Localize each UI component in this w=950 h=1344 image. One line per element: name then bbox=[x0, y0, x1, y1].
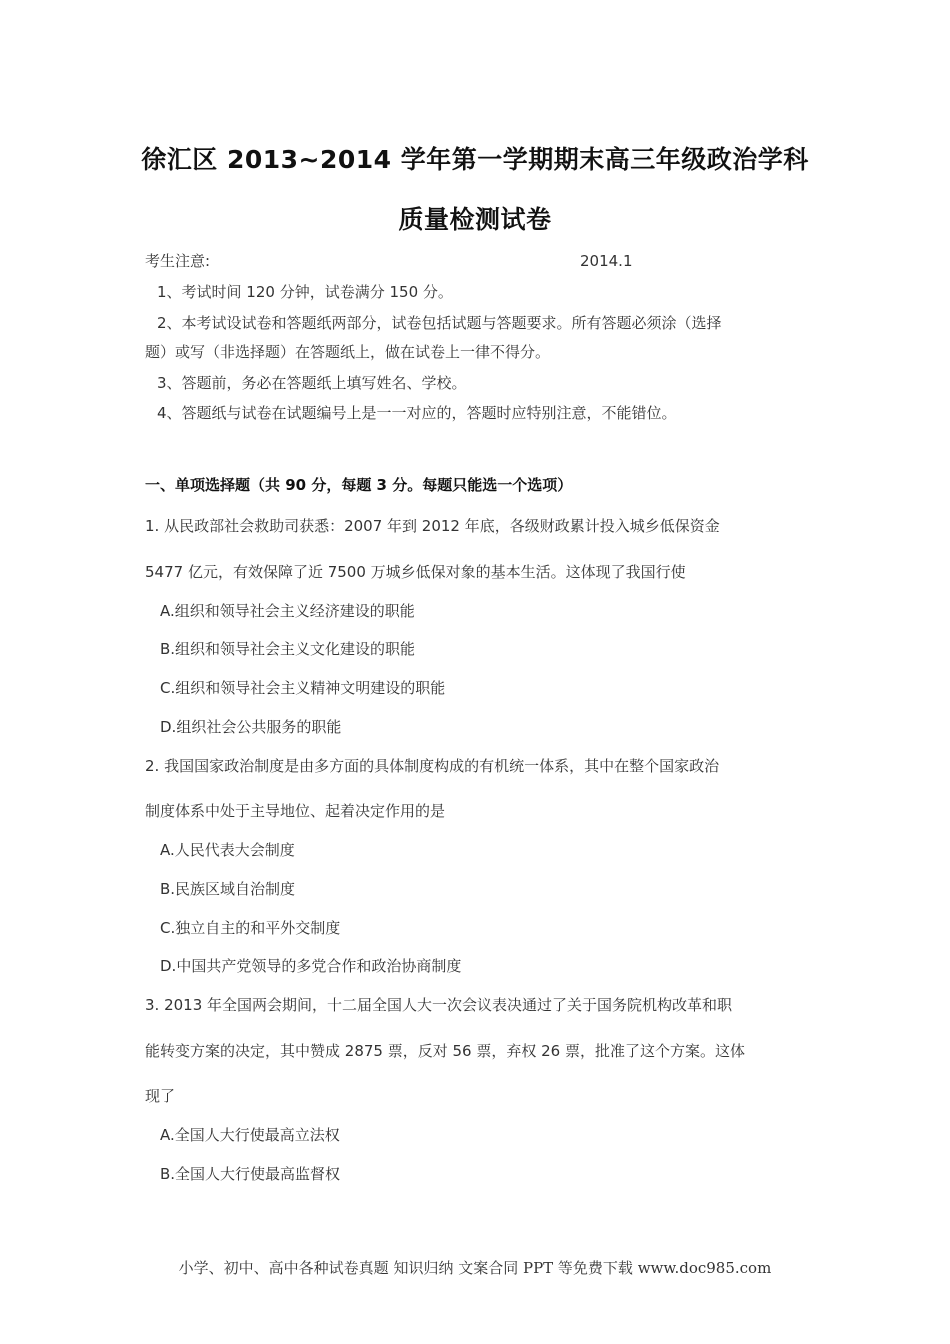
notice-item: 题）或写（非选择题）在答题纸上，做在试卷上一律不得分。 bbox=[145, 343, 551, 361]
question-option: A.人民代表大会制度 bbox=[160, 841, 295, 859]
question-option: D.中国共产党领导的多党合作和政治协商制度 bbox=[160, 957, 462, 975]
question-option: B.组织和领导社会主义文化建设的职能 bbox=[160, 640, 416, 658]
question-stem: 能转变方案的决定，其中赞成 2875 票，反对 56 票，弃权 26 票，批准了这个方案。这体 bbox=[145, 1042, 745, 1060]
question-option: A.全国人大行使最高立法权 bbox=[160, 1126, 340, 1144]
question-stem: 现了 bbox=[145, 1087, 176, 1105]
question-stem: 5477 亿元，有效保障了近 7500 万城乡低保对象的基本生活。这体现了我国行使 bbox=[145, 563, 686, 581]
question-stem: 2. 我国国家政治制度是由多方面的具体制度构成的有机统一体系，其中在整个国家政治 bbox=[145, 757, 720, 775]
question-option: C.组织和领导社会主义精神文明建设的职能 bbox=[160, 679, 446, 697]
page-footer: 小学、初中、高中各种试卷真题 知识归纳 文案合同 PPT 等免费下载 www.doc985.com bbox=[178, 1259, 772, 1277]
question-stem: 1. 从民政部社会救助司获悉：2007 年到 2012 年底，各级财政累计投入城乡低保资金 bbox=[145, 517, 720, 535]
notice-item: 3、答题前，务必在答题纸上填写姓名、学校。 bbox=[157, 374, 467, 392]
question-option: D.组织社会公共服务的职能 bbox=[160, 718, 342, 736]
exam-title-line2: 质量检测试卷 bbox=[398, 205, 552, 234]
exam-date: 2014.1 bbox=[580, 252, 633, 270]
notice-item: 4、答题纸与试卷在试题编号上是一一对应的，答题时应特别注意，不能错位。 bbox=[157, 404, 677, 422]
exam-title-line1: 徐汇区 2013~2014 学年第一学期期末高三年级政治学科 bbox=[141, 145, 809, 174]
question-stem: 3. 2013 年全国两会期间，十二届全国人大一次会议表决通过了关于国务院机构改革和职 bbox=[145, 996, 733, 1014]
notice-item: 1、考试时间 120 分钟，试卷满分 150 分。 bbox=[157, 283, 453, 301]
question-stem: 制度体系中处于主导地位、起着决定作用的是 bbox=[145, 802, 446, 820]
question-option: A.组织和领导社会主义经济建设的职能 bbox=[160, 602, 415, 620]
section-heading: 一、单项选择题（共 90 分，每题 3 分。每题只能选一个选项） bbox=[145, 476, 573, 494]
question-option: C.独立自主的和平外交制度 bbox=[160, 919, 341, 937]
notice-label: 考生注意: bbox=[145, 252, 211, 270]
notice-item: 2、本考试设试卷和答题纸两部分，试卷包括试题与答题要求。所有答题必须涂（选择 bbox=[157, 314, 722, 332]
question-option: B.全国人大行使最高监督权 bbox=[160, 1165, 341, 1183]
question-option: B.民族区域自治制度 bbox=[160, 880, 296, 898]
